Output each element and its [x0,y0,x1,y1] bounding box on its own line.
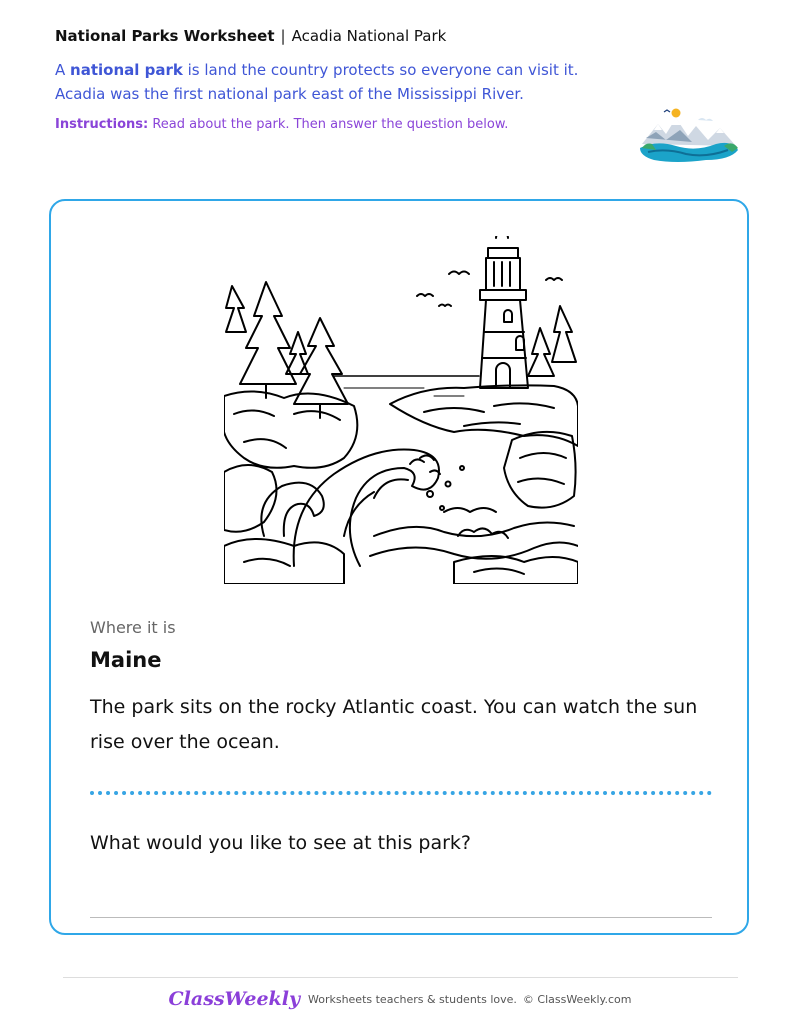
mountain-lake-icon [636,104,742,168]
intro-suffix: is land the country protects so everyone can visit it. [182,61,579,79]
worksheet-header [55,27,446,45]
national-park-term: national park [70,61,183,79]
park-name: Acadia National Park [291,27,447,45]
intro-line-2: Acadia was the first national park east of the Mississippi River. [55,85,524,103]
classweekly-logo: ClassWeekly [168,988,300,1010]
instructions [55,117,508,132]
instructions-text: Read about the park. Then answer the question below. [148,117,509,132]
dotted-divider [90,791,712,795]
footer-divider [63,977,738,978]
header-separator: | [280,27,286,45]
where-it-is-label: Where it is [90,618,176,637]
worksheet-title: National Parks Worksheet [55,27,275,45]
answer-line[interactable] [90,917,712,918]
footer-copyright: © ClassWeekly.com [522,992,632,1006]
intro-text [55,58,578,106]
intro-prefix: A [55,61,71,79]
park-description: The park sits on the rocky Atlantic coast. You can watch the sun rise over the ocean. [90,696,698,753]
instructions-label: Instructions: [55,117,149,132]
intro-line-1 [55,58,578,82]
footer [0,988,800,1010]
park-location: Maine [90,648,162,672]
lighthouse-icon [480,236,528,388]
lighthouse-wave-illustration [224,236,578,584]
footer-tagline: Worksheets teachers & students love. [307,992,517,1006]
question-prompt: What would you like to see at this park? [90,832,471,854]
